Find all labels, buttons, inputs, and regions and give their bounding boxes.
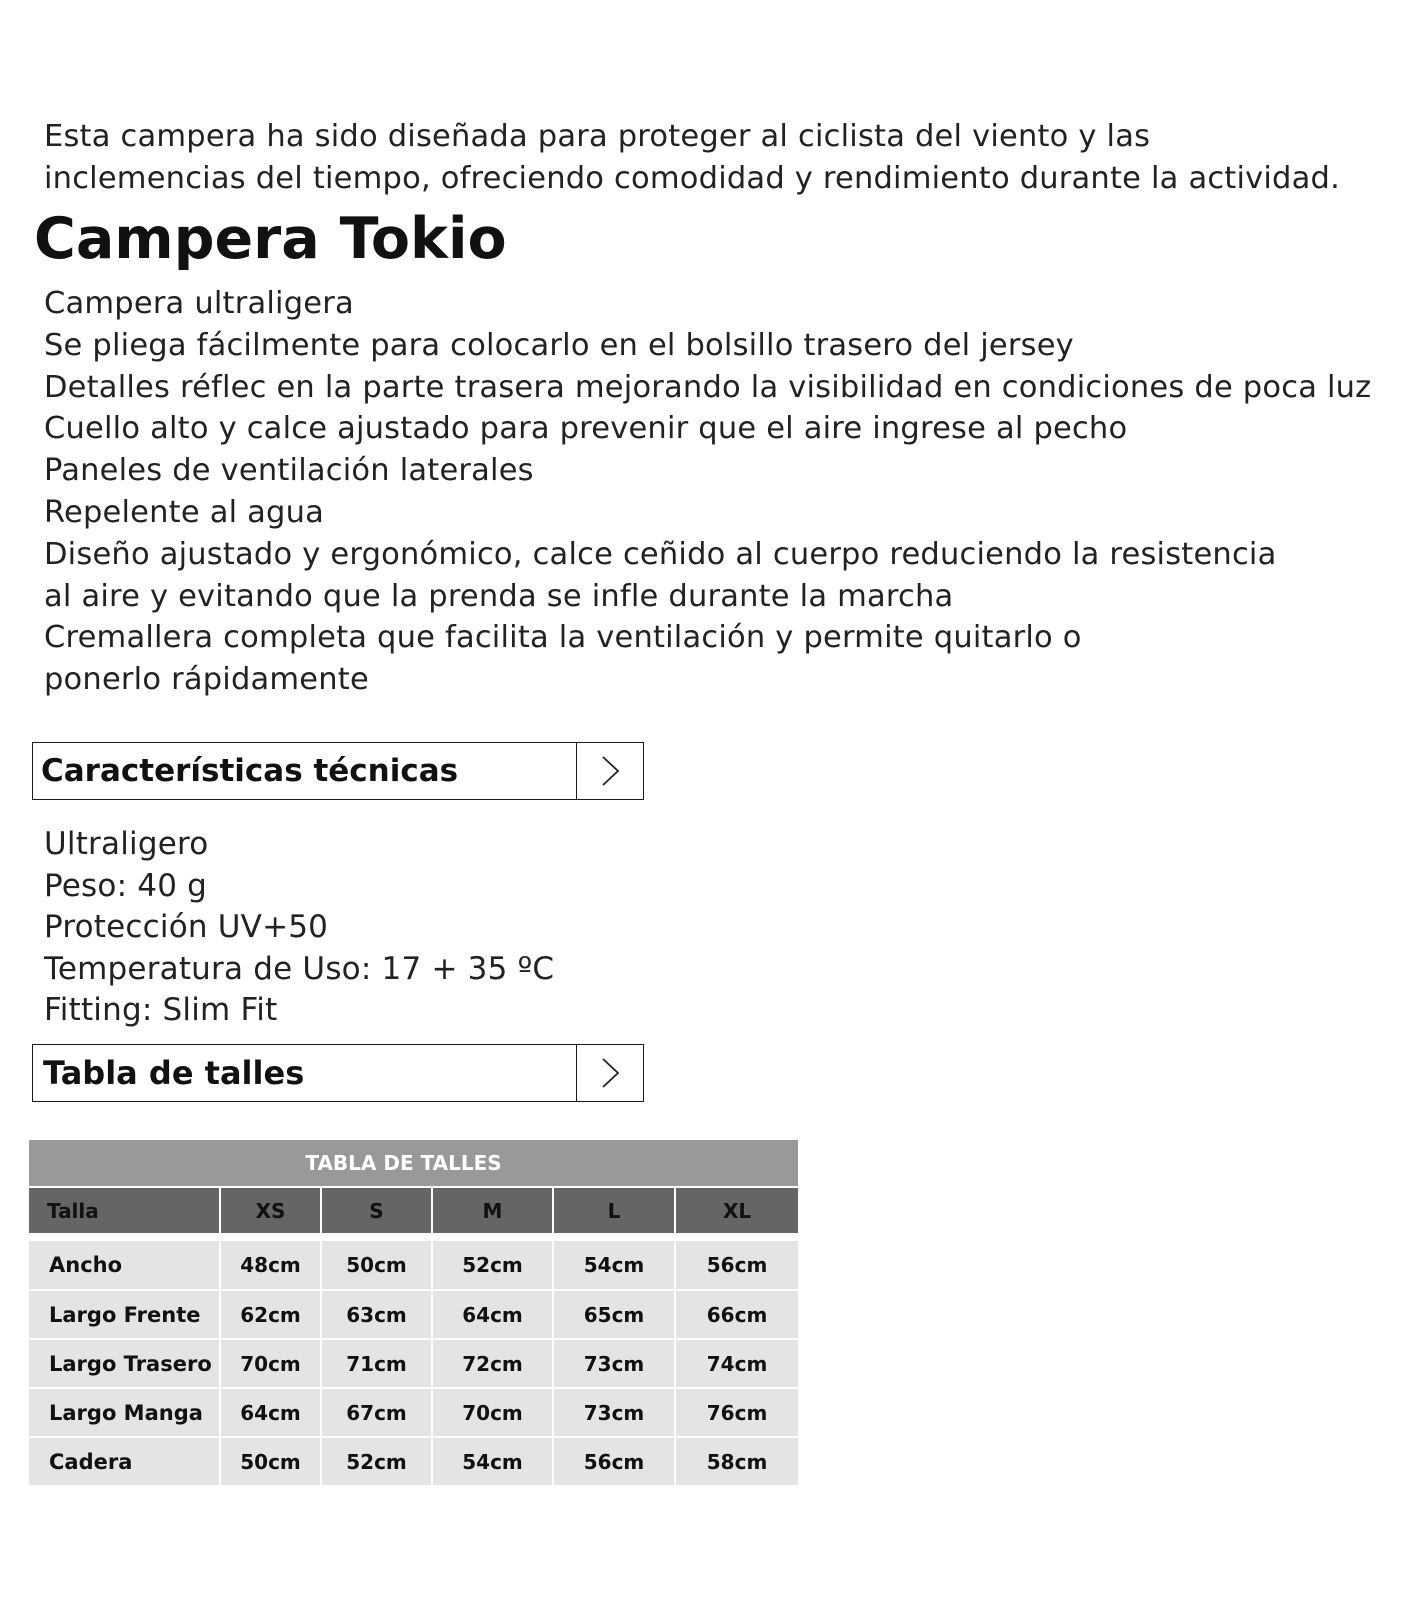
intro-line: Esta campera ha sido diseñada para proteger al ciclista del viento y las [44,119,1151,154]
header-cell: S [321,1187,432,1233]
tech-specs-label: Características técnicas [41,753,459,789]
table-row [29,1437,798,1486]
table-cell: 64cm [220,1388,321,1437]
chevron-right-icon[interactable] [576,1045,643,1101]
table-cell: 76cm [675,1388,798,1437]
feature-item: Diseño ajustado y ergonómico, calce ceñido al cuerpo reduciendo la resistencia [44,536,1277,572]
table-cell: 72cm [432,1339,553,1388]
spec-item: Protección UV+50 [44,909,329,946]
header-cell: Talla [29,1187,220,1233]
table-row [29,1290,798,1339]
chevron-right-icon[interactable] [576,743,643,799]
feature-item: ponerlo rápidamente [44,662,369,698]
spec-item: Fitting: Slim Fit [44,992,278,1029]
table-cell: 62cm [220,1290,321,1339]
tech-specs-list [44,824,554,1032]
table-cell: 74cm [675,1339,798,1388]
row-label: Largo Trasero [29,1339,220,1388]
table-cell: 66cm [675,1290,798,1339]
feature-item: Repelente al agua [44,494,325,530]
spec-item: Temperatura de Uso: 17 + 35 ºC [44,950,555,987]
feature-item: Campera ultraligera [44,286,354,321]
feature-item: Cremallera completa que facilita la ventilación y permite quitarlo o [44,620,1082,656]
feature-item: al aire y evitando que la prenda se infle durante la marcha [44,578,954,614]
product-title: Campera Tokio [34,206,507,272]
table-cell: 54cm [553,1241,675,1290]
spec-item: Ultraligero [44,826,209,862]
table-cell: 65cm [553,1290,675,1339]
size-chart-accordion[interactable] [32,1044,644,1102]
table-cell: 73cm [553,1388,675,1437]
table-cell: 63cm [321,1290,432,1339]
table-cell: 71cm [321,1339,432,1388]
table-cell: 52cm [321,1437,432,1486]
row-label: Largo Frente [29,1290,220,1339]
size-table-header-row [29,1187,798,1233]
table-cell: 54cm [432,1437,553,1486]
product-intro [44,116,1414,200]
feature-list [44,283,1419,701]
row-label: Ancho [29,1241,220,1290]
table-row [29,1241,798,1290]
feature-item: Se pliega fácilmente para colocarlo en el bolsillo trasero del jersey [44,327,1074,363]
header-cell: M [432,1187,553,1233]
feature-item: Detalles réflec en la parte trasera mejorando la visibilidad en condiciones de poca luz [44,369,1372,405]
table-cell: 67cm [321,1388,432,1437]
header-cell: XS [220,1187,321,1233]
table-cell: 58cm [675,1437,798,1486]
table-cell: 70cm [432,1388,553,1437]
table-cell: 70cm [220,1339,321,1388]
row-label: Largo Manga [29,1388,220,1437]
table-cell: 50cm [220,1437,321,1486]
table-cell: 64cm [432,1290,553,1339]
size-table-caption: TABLA DE TALLES [29,1140,798,1187]
table-cell: 56cm [675,1241,798,1290]
size-table [29,1140,798,1487]
size-table-caption-row [29,1140,798,1187]
feature-item: Paneles de ventilación laterales [44,453,534,489]
tech-specs-accordion[interactable] [32,742,644,800]
spec-item: Peso: 40 g [44,867,208,904]
header-cell: XL [675,1187,798,1233]
row-label: Cadera [29,1437,220,1486]
table-spacer [29,1233,798,1241]
table-row [29,1339,798,1388]
intro-line: inclemencias del tiempo, ofreciendo comodidad y rendimiento durante la actividad. [44,161,1340,196]
table-cell: 52cm [432,1241,553,1290]
header-cell: L [553,1187,675,1233]
table-cell: 73cm [553,1339,675,1388]
table-cell: 48cm [220,1241,321,1290]
feature-item: Cuello alto y calce ajustado para prevenir que el aire ingrese al pecho [44,411,1128,447]
size-chart-label: Tabla de talles [43,1054,305,1092]
table-row [29,1388,798,1437]
table-cell: 56cm [553,1437,675,1486]
table-cell: 50cm [321,1241,432,1290]
